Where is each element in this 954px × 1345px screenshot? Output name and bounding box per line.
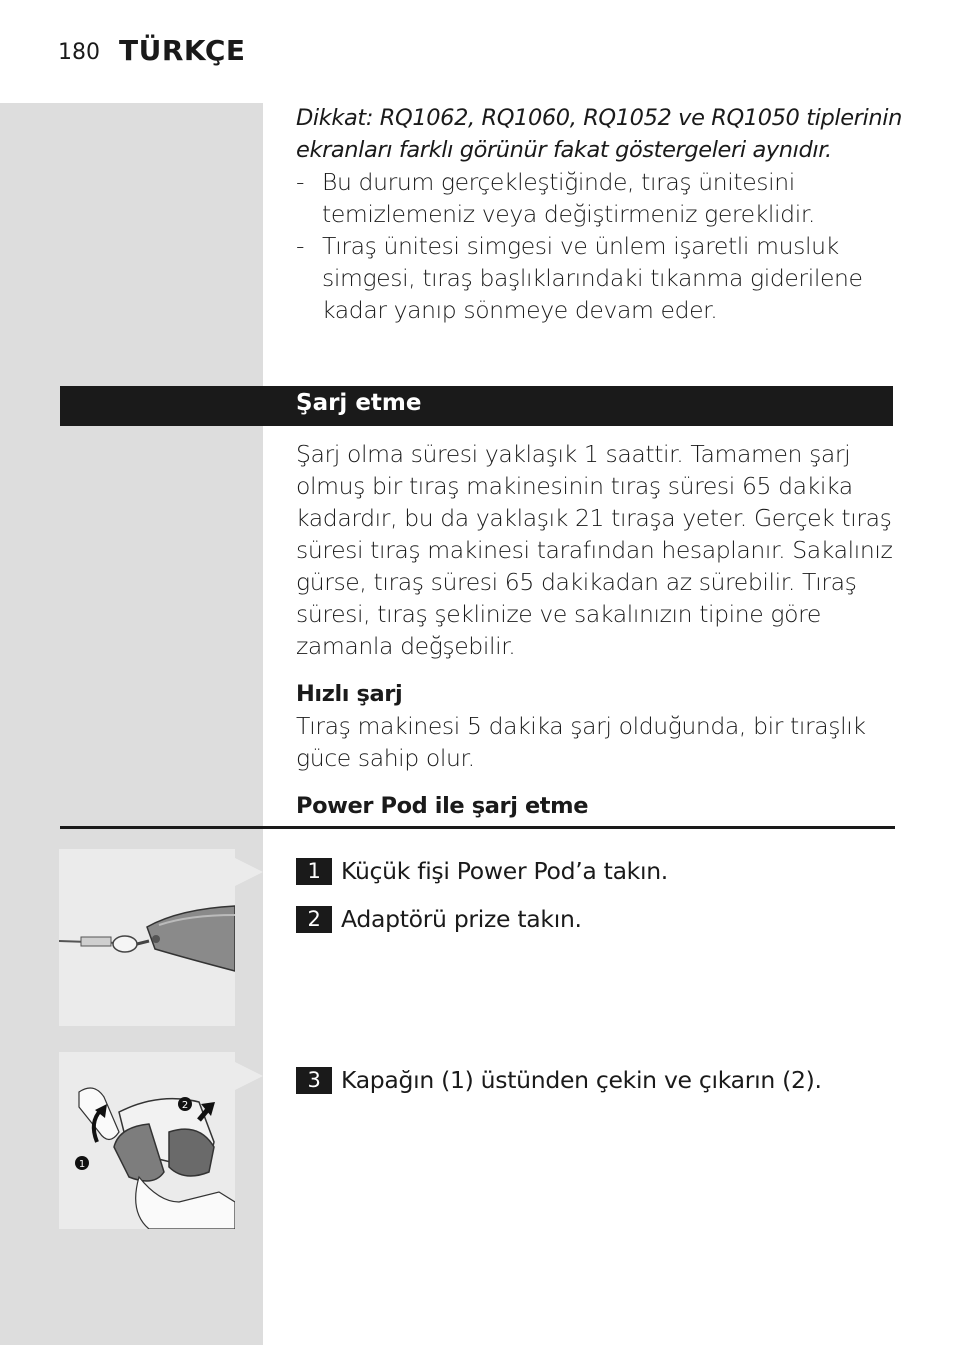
section-title: Şarj etme [296, 390, 422, 416]
note-text: Dikkat: RQ1062, RQ1060, RQ1052 ve RQ1050 tiplerinin ekranları farklı görünür fakat göstergeleri aynıdır. [296, 105, 902, 163]
fast-charge-title: Hızlı şarj [296, 681, 403, 707]
step-number: 3 [296, 1067, 332, 1094]
section-body [296, 438, 906, 822]
cap-removal-illustration [59, 1052, 235, 1229]
bullet-text: Bu durum gerçekleştiğinde, tıraş ünitesini temizlemeniz veya değiştirmeniz gereklidir. [322, 168, 816, 228]
note-block [296, 102, 906, 326]
step-number: 2 [296, 906, 332, 933]
bullet-item: - Bu durum gerçekleştiğinde, tıraş ünitesini temizlemeniz veya değiştirmeniz gereklidir. [296, 166, 906, 230]
figure-pointer [235, 1062, 263, 1090]
shaver-plug-image [59, 849, 235, 1026]
figure-label-one: 1 [78, 1159, 86, 1170]
section-header-bar [60, 386, 893, 426]
charging-paragraph: Şarj olma süresi yaklaşık 1 saattir. Tamamen şarj olmuş bir tıraş makinesinin tıraş süresi 65 dakika kadardır, bu da yaklaşık 21 tıraşa yeter. Gerçek tıraş süresi tıraş makinesi tarafından hesaplanır. Sakalınız gürse, tıraş süresi 65 dakikadan az sürebilir. Tıraş süresi, tıraş şeklinize ve sakalınızın tipine göre zamanla değşebilir. [296, 440, 893, 660]
step-text: Küçük fişi Power Pod’a takın. [341, 857, 668, 885]
step-1 [296, 857, 668, 885]
step-text: Adaptörü prize takın. [341, 905, 582, 933]
step-number: 1 [296, 858, 332, 885]
plug-illustration [59, 849, 235, 1026]
power-pod-title: Power Pod ile şarj etme [296, 793, 589, 819]
section-divider [60, 826, 895, 829]
step-2 [296, 905, 582, 933]
cap-removal-image [59, 1052, 235, 1229]
bullet-text: Tıraş ünitesi simgesi ve ünlem işaretli musluk simgesi, tıraş başlıklarındaki tıkanma giderilene kadar yanıp sönmeye devam eder. [322, 232, 863, 324]
figure-pointer [235, 858, 263, 886]
fast-charge-text: Tıraş makinesi 5 dakika şarj olduğunda, bir tıraşlık güce sahip olur. [296, 712, 866, 772]
page-number: 180 [58, 40, 100, 65]
step-text: Kapağın (1) üstünden çekin ve çıkarın (2). [341, 1066, 822, 1094]
step-3 [296, 1066, 822, 1094]
bullet-item: - Tıraş ünitesi simgesi ve ünlem işaretli musluk simgesi, tıraş başlıklarındaki tıkanma giderilene kadar yanıp sönmeye devam eder. [296, 230, 906, 326]
figure-label-two: 2 [181, 1100, 189, 1111]
language-title: TÜRKÇE [119, 34, 246, 67]
